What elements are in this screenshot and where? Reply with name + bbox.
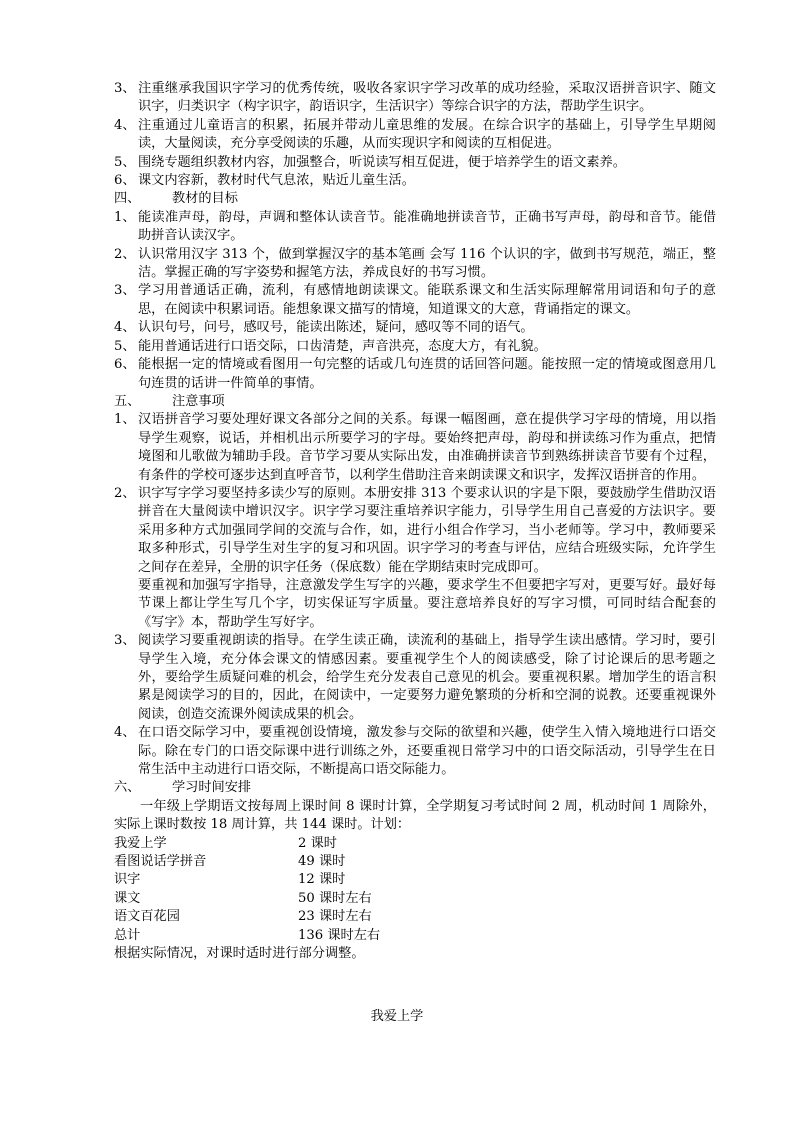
note-item: [114, 632, 716, 724]
item-text: 识字写字学习要坚持多读少写的原则。本册安排 313 个要求认识的字是下限，要鼓励学生借助汉语拼音在大量阅读中增识汉字。识字学习要注重培养识字能力，引导学生用自己喜爱的方法识字。要采用多种方式加强同学间的交流与合作，如，进行小组合作学习，当小老师等。学习中，教师要采取多种形式，引导学生对生字的复习和巩固。识字学习的考查与评估，应结合班级实际，允许学生之间存在差异，全册的识字任务（保底数）能在学期结束时完成即可。: [138, 485, 716, 575]
goal-item: [114, 319, 716, 337]
item-number: 2、: [114, 246, 136, 262]
intro-item: [114, 80, 716, 117]
schedule-table: [114, 835, 716, 945]
schedule-item: 识字: [114, 872, 141, 888]
section-heading: [114, 190, 716, 208]
item-number: 3、: [114, 283, 136, 299]
intro-item: [114, 154, 716, 172]
note-item: [114, 724, 716, 779]
intro-item: [114, 172, 716, 190]
item-text: 汉语拼音学习要处理好课文各部分之间的关系。每课一幅图画，意在提供学习字母的情境，用以指导学生观察，说话，并相机出示所要学习的字母。要始终把声母，韵母和拼读练习作为重点，把情境图和儿歌做为辅助手段。音节学习要从实际出发，由准确拼读音节到熟练拼读音节要有个过程，有条件的学校可逐步达到直呼音节，以利学生借助注音来朗读课文和识字，发挥汉语拼音的作用。: [138, 412, 716, 483]
closing-note: 根据实际情况，对课时适时进行部分调整。: [114, 946, 365, 962]
document-body: [114, 80, 716, 964]
item-text: 能根据一定的情境或看图用一句完整的话或几句连贯的话回答问题。能按照一定的情境或图意用几句连贯的话讲一件简单的事情。: [138, 357, 716, 391]
schedule-item: 语文百花园: [114, 909, 180, 925]
item-text: 注重继承我国识字学习的优秀传统，吸收各家识字学习改革的成功经验，采取汉语拼音识字、随文识字，归类识字（构字识字，韵语识字，生活识字）等综合识字的方法，帮助学生识字。: [138, 81, 716, 115]
schedule-item: 课文: [114, 890, 141, 906]
note-item: [114, 411, 716, 485]
item-text: 能读准声母，韵母，声调和整体认读音节。能准确地拼读音节，正确书写声母，韵母和音节。能借助拼音认读汉字。: [138, 209, 716, 244]
note-item: [114, 485, 716, 632]
item-text: 阅读学习要重视朗读的指导。在学生读正确，读流利的基础上，指导学生读出感情。学习时，要引导学生入境，充分体会课文的情感因素。要重视学生个人的阅读感受，除了讨论课后的思考题之外，要给学生质疑问难的机会，给学生充分发表自己意见的机会。要重视积累。增加学生的语言积累是阅读学习的目的，因此，在阅读中，一定要努力避免繁琐的分析和空洞的说教。还要重视课外阅读，创造交流课外阅读成果的机会。: [138, 633, 716, 722]
schedule-hours: 50 课时左右: [298, 890, 372, 906]
schedule-hours: 23 课时左右: [298, 909, 372, 925]
item-text-continued: 要重视和加强写字指导，注意激发学生写字的兴趣，要求学生不但要把字写对，更要写好。最好每节课上都让学生写几个字，切实保证写字质量。要注意培养良好的写字习惯，可同时结合配套的《写字》本，帮助学生写好字。: [138, 577, 716, 630]
item-text: 认识常用汉字 313 个，做到掌握汉字的基本笔画 会写 116 个认识的字，做到书写规范，端正，整洁。掌握正确的写字姿势和握笔方法，养成良好的书写习惯。: [138, 246, 716, 281]
intro-item: [114, 117, 716, 154]
goal-item: [114, 338, 716, 356]
item-number: 3、: [114, 81, 136, 96]
item-text: 课文内容新，教材时代气息浓，贴近儿童生活。: [138, 173, 415, 189]
section-title: 教材的目标: [172, 191, 238, 207]
item-number: 4、: [114, 117, 136, 133]
section-number: 六、: [114, 780, 141, 796]
section-number: 五、: [114, 393, 141, 409]
note-body: [138, 485, 716, 632]
schedule-item: 总计: [114, 927, 141, 943]
item-text: 在口语交际学习中，要重视创设情境，激发参与交际的欲望和兴趣，使学生入情入境地进行口语交际。除在专门的口语交际课中进行训练之外，还要重视日常学习中的口语交际活动，引导学生在日常生活中主动进行口语交际，不断提高口语交际能力。: [138, 725, 716, 778]
item-number: 1、: [114, 209, 136, 225]
goal-item: [114, 209, 716, 246]
item-text: 围绕专题组织教材内容，加强整合，听说读写相互促进，便于培养学生的语文素养。: [138, 154, 626, 170]
item-text: 注重通过儿童语言的积累，拓展并带动儿童思维的发展。在综合识字的基础上，引导学生早期阅读，大量阅读，充分享受阅读的乐趣，从而实现识字和阅读的互相促进。: [138, 117, 716, 152]
item-number: 6、: [114, 173, 136, 189]
item-number: 5、: [114, 338, 136, 354]
schedule-hours: 136 课时左右: [298, 927, 381, 943]
section-heading: [114, 393, 716, 411]
item-number: 1、: [114, 412, 136, 428]
item-number: 4、: [114, 320, 136, 336]
item-number: 6、: [114, 357, 136, 373]
item-number: 4、: [114, 725, 136, 741]
schedule-item: 看图说话学拼音: [114, 854, 207, 870]
item-text: 学习用普通话正确，流利，有感情地朗读课文。能联系课文和生活实际理解常用词语和句子的意思，在阅读中积累词语。能想象课文描写的情境，知道课文的大意，背诵指定的课文。: [138, 283, 716, 317]
item-number: 2、: [114, 485, 136, 501]
item-text: 能用普通话进行口语交际，口齿清楚，声音洪亮，态度大方，有礼貌。: [138, 338, 547, 354]
item-number: 5、: [114, 154, 136, 170]
section-number: 四、: [114, 191, 141, 207]
item-number: 3、: [114, 633, 136, 649]
goal-item: [114, 246, 716, 283]
section-title: 注意事项: [172, 393, 225, 409]
next-lesson-title: 我爱上学: [370, 1009, 424, 1024]
schedule-hours: 2 课时: [298, 835, 337, 851]
section-title: 学习时间安排: [172, 780, 252, 796]
item-text: 认识句号，问号，感叹号，能读出陈述，疑问，感叹等不同的语气。: [138, 320, 534, 336]
section-heading: [114, 779, 716, 797]
schedule-hours: 49 课时: [298, 854, 346, 870]
schedule-hours: 12 课时: [298, 872, 346, 888]
time-paragraph: 一年级上学期语文按每周上课时间 8 课时计算，全学期复习考试时间 2 周，机动时间 1 周除外，实际上课时数按 18 周计算，共 144 课时。计划：: [114, 798, 716, 833]
schedule-item: 我爱上学: [114, 835, 167, 851]
goal-item: [114, 356, 716, 393]
goal-item: [114, 282, 716, 319]
